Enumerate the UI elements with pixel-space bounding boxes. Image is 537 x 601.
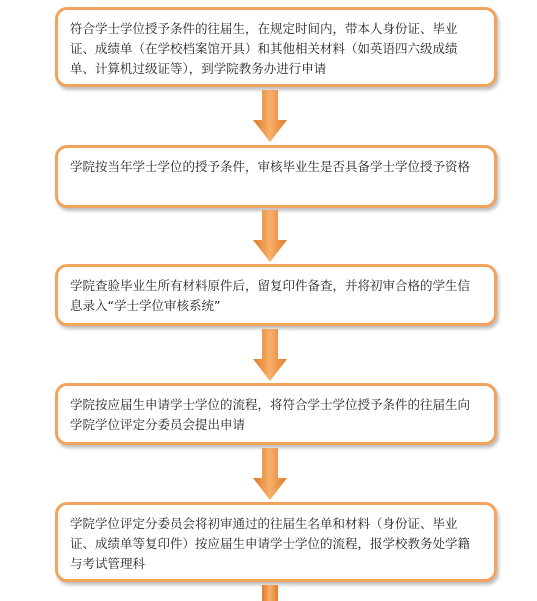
- down-arrow-3: [253, 329, 287, 381]
- step-text-4: 学院按应届生申请学士学位的流程，将符合学士学位授予条件的往届生向学院学位评定分委员会提出申请: [70, 397, 471, 432]
- down-arrow-1: [253, 90, 287, 142]
- step-text-3: 学院查验毕业生所有材料原件后，留复印件备查，并将初审合格的学生信息录入“学士学位审核系统”: [70, 278, 471, 313]
- step-box-3: [55, 264, 497, 326]
- step-text-5: 学院学位评定分委员会将初审通过的往届生名单和材料（身份证、毕业证、成绩单等复印件）按应届生申请学士学位的流程，报学校教务处学籍与考试管理科: [70, 516, 471, 571]
- step-text-2: 学院按当年学士学位的授予条件，审核毕业生是否具备学士学位授予资格: [70, 159, 471, 174]
- step-box-2: [55, 145, 497, 208]
- step-box-4: [55, 383, 497, 445]
- down-arrow-2: [253, 210, 287, 262]
- down-arrow-4: [253, 448, 287, 500]
- step-box-1: [55, 7, 497, 87]
- step-text-1: 符合学士学位授予条件的往届生，在规定时间内，带本人身份证、毕业证、成绩单（在学校档案馆开具）和其他相关材料（如英语四六级成绩单、计算机过级证等），到学院教务办进行申请: [70, 21, 458, 76]
- step-box-5: [55, 502, 497, 582]
- down-arrow-5-partial: [253, 585, 287, 601]
